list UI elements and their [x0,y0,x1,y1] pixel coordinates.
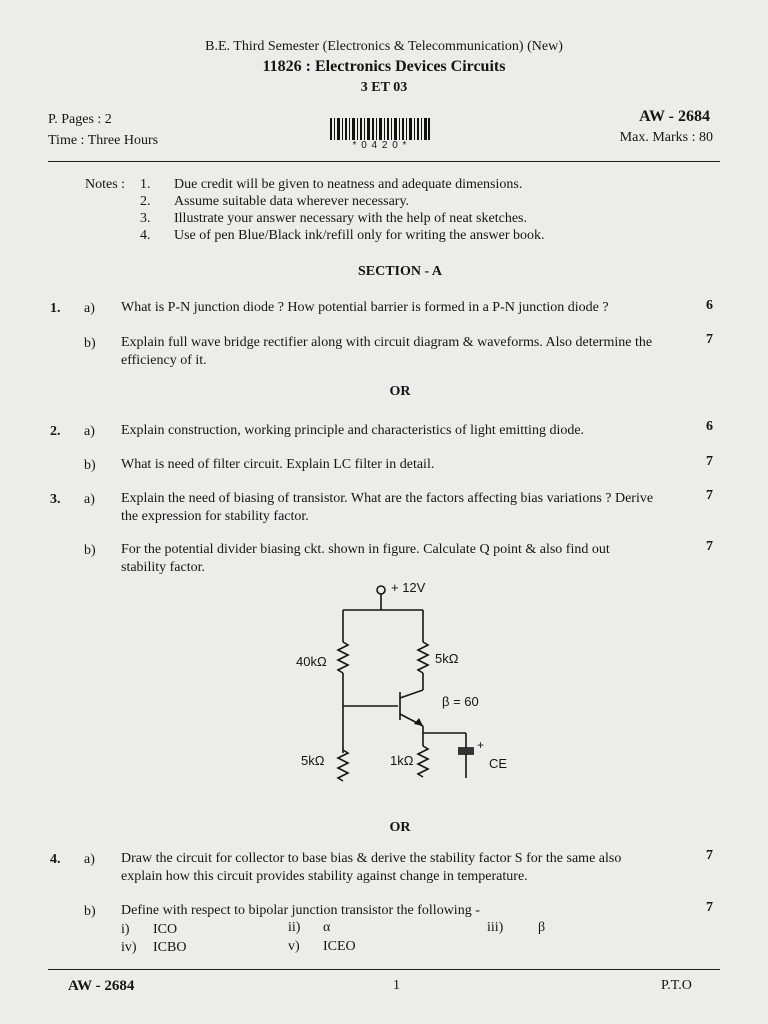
question-number: 3. [50,492,61,507]
question-text: Explain construction, working principle and characteristics of light emitting diode. [121,423,585,438]
question-text: For the potential divider biasing ckt. shown in figure. Calculate Q point & also find out stability factor. [121,542,610,575]
notes-label: Notes : [85,177,126,192]
note-text: Use of pen Blue/Black ink/refill only for writing the answer book. [174,228,545,243]
definition-term: ICBO [153,940,187,955]
note-number: 3. [140,211,151,226]
subpart-label: a) [84,492,95,507]
definition-number: iii) [487,920,504,935]
ce-polarity-label: + [477,738,485,752]
question-number: 2. [50,424,61,439]
note-text: Illustrate your answer necessary with the help of neat sketches. [174,211,527,226]
marks: 6 [706,298,713,313]
question-text: Draw the circuit for collector to base bias & derive the stability factor S for the same also explain how this circuit provides stability against change in temperature. [121,851,622,884]
pto-label: P.T.O [661,978,692,993]
note-number: 4. [140,228,151,243]
page-count: P. Pages : 2 [48,112,112,127]
barcode [328,118,432,140]
definition-term: β [538,920,546,935]
definition-number: ii) [288,920,301,935]
bias-circuit-diagram [290,578,520,783]
definition-number: i) [121,922,130,937]
subpart-label: a) [84,424,95,439]
definition-term: ICEO [323,939,356,954]
barcode-text: * 0 4 2 0 * [352,140,408,151]
subpart-label: b) [84,543,96,558]
question-text: Explain the need of biasing of transistor. What are the factors affecting bias variations ? Derive the expression for stability factor. [121,491,654,524]
definition-term: α [323,920,331,935]
vcc-label: + 12V [391,580,426,595]
definition-number: iv) [121,940,137,955]
marks: 6 [706,419,713,434]
question-text: What is need of filter circuit. Explain LC filter in detail. [121,457,435,472]
paper-title: 11826 : Electronics Devices Circuits [262,58,506,75]
header-rule [48,161,720,162]
note-text: Due credit will be given to neatness and adequate dimensions. [174,177,523,192]
marks: 7 [706,848,713,863]
question-text: Explain full wave bridge rectifier along with circuit diagram & waveforms. Also determine the efficiency of it. [121,335,653,368]
rc-label: 5kΩ [435,651,459,666]
or-divider: OR [389,820,411,835]
subpart-label: b) [84,904,96,919]
paper-code-sub: 3 ET 03 [360,80,408,95]
or-divider: OR [389,384,411,399]
r2-label: 5kΩ [301,753,325,768]
definition-number: v) [288,939,300,954]
note-number: 1. [140,177,151,192]
marks: 7 [706,539,713,554]
footer-rule [48,969,720,970]
footer-paper-id: AW - 2684 [68,978,135,994]
marks: 7 [706,488,713,503]
r1-label: 40kΩ [296,654,327,669]
re-label: 1kΩ [390,753,414,768]
subpart-label: a) [84,301,95,316]
question-number: 4. [50,852,61,867]
marks: 7 [706,900,713,915]
question-text: Define with respect to bipolar junction transistor the following - [121,903,480,918]
page-number: 1 [393,978,400,993]
section-heading: SECTION - A [357,264,443,279]
note-text: Assume suitable data wherever necessary. [174,194,410,209]
marks: 7 [706,332,713,347]
beta-label: β = 60 [442,694,479,709]
max-marks: Max. Marks : 80 [619,130,713,145]
definition-term: ICO [153,922,178,937]
subpart-label: b) [84,458,96,473]
paper-id: AW - 2684 [639,108,710,125]
subpart-label: a) [84,852,95,867]
marks: 7 [706,454,713,469]
question-number: 1. [50,301,61,316]
ce-label: CE [489,756,508,771]
question-text: What is P-N junction diode ? How potential barrier is formed in a P-N junction diode ? [121,300,609,315]
note-number: 2. [140,194,151,209]
subpart-label: b) [84,336,96,351]
exam-line: B.E. Third Semester (Electronics & Telecommunication) (New) [205,39,563,54]
time-allowed: Time : Three Hours [48,133,159,148]
